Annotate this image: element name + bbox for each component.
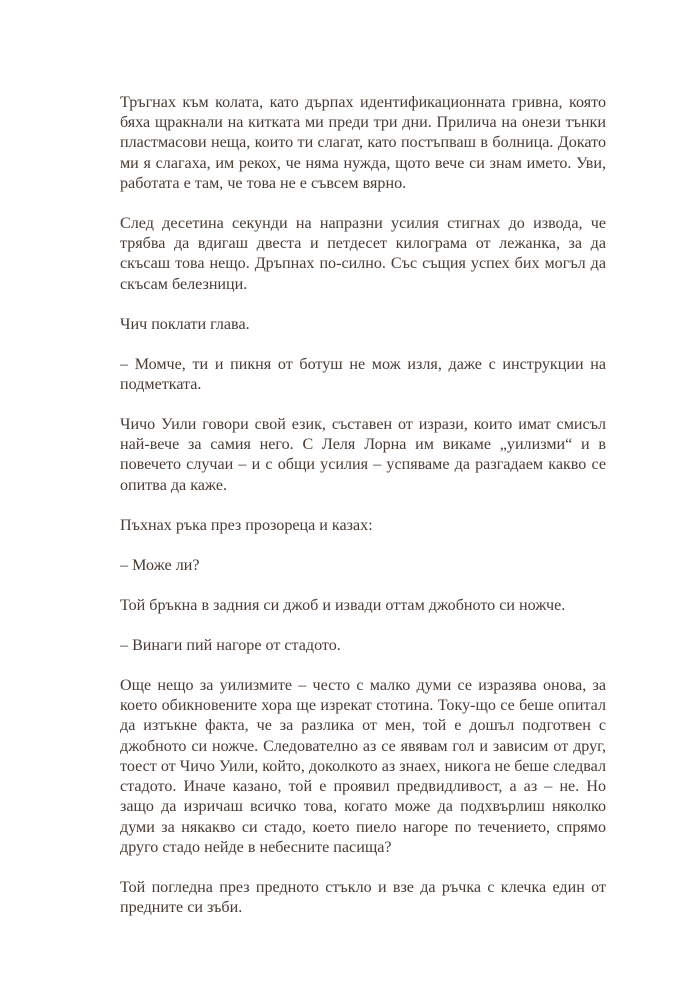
dialogue-line: – Момче, ти и пикня от ботуш не мож изля, даже с инструкции на подметката. bbox=[120, 355, 606, 393]
paragraph: Той бръкна в задния си джоб и извади оттам джобното си ножче. bbox=[120, 596, 566, 614]
paragraph: След десетина секунди на напразни усилия стигнах до извода, че трябва да вдигаш двеста и петдесет килограма от лежанка, за да скъсаш това нещо. Дръпнах по-силно. Със същия успех бих могъл да скъсам белезници. bbox=[120, 214, 606, 293]
paragraph: Тръгнах към колата, като дърпах идентификационната гривна, която бяха щракнали на китката ми преди три дни. Прилича на онези тънки пластмасови неща, които ти слагат, като постъпваш в болница. Докато ми я слагаха, им рекох, че няма нужда, щото вече си знам името. Уви, работата е там, че това не е съвсем вярно. bbox=[120, 94, 606, 192]
paragraph: Още нещо за уилизмите – често с малко думи се изразява онова, за което обикновените хора ще изрекат стотина. Току-що се беше опитал да изтъкне факта, че за разлика от мен, той е дошъл подготвен с джобното си ножче. Следователно аз се явявам гол и зависим от друг, тоест от Чичо Уили, който, доколкото аз знаех, никога не беше следвал стадото. Иначе казано, той е проявил предвидливост, а аз – не. Но защо да изричаш всичко това, когато може да подхвърлиш няколко думи за някакво си стадо, което пиело нагоре по течението, спрямо друго стадо нейде в небесните пасища? bbox=[120, 677, 606, 856]
paragraph: Чичо Уили говори свой език, съставен от изрази, които имат смисъл най-вече за самия него. С Леля Лорна им викаме „уилизми“ и в повечето случаи – и с общи усилия – успяваме да разгадаем какво се опитва да каже. bbox=[120, 416, 606, 494]
paragraph: Той погледна през предното стъкло и взе да ръчка с клечка един от предните си зъби. bbox=[120, 878, 606, 916]
dialogue-line: – Може ли? bbox=[120, 556, 200, 574]
paragraph: Пъхнах ръка през прозореца и казах: bbox=[120, 516, 373, 534]
paragraph: Чич поклати глава. bbox=[120, 315, 250, 333]
body-text bbox=[120, 93, 606, 918]
dialogue-line: – Винаги пий нагоре от стадото. bbox=[120, 636, 341, 654]
